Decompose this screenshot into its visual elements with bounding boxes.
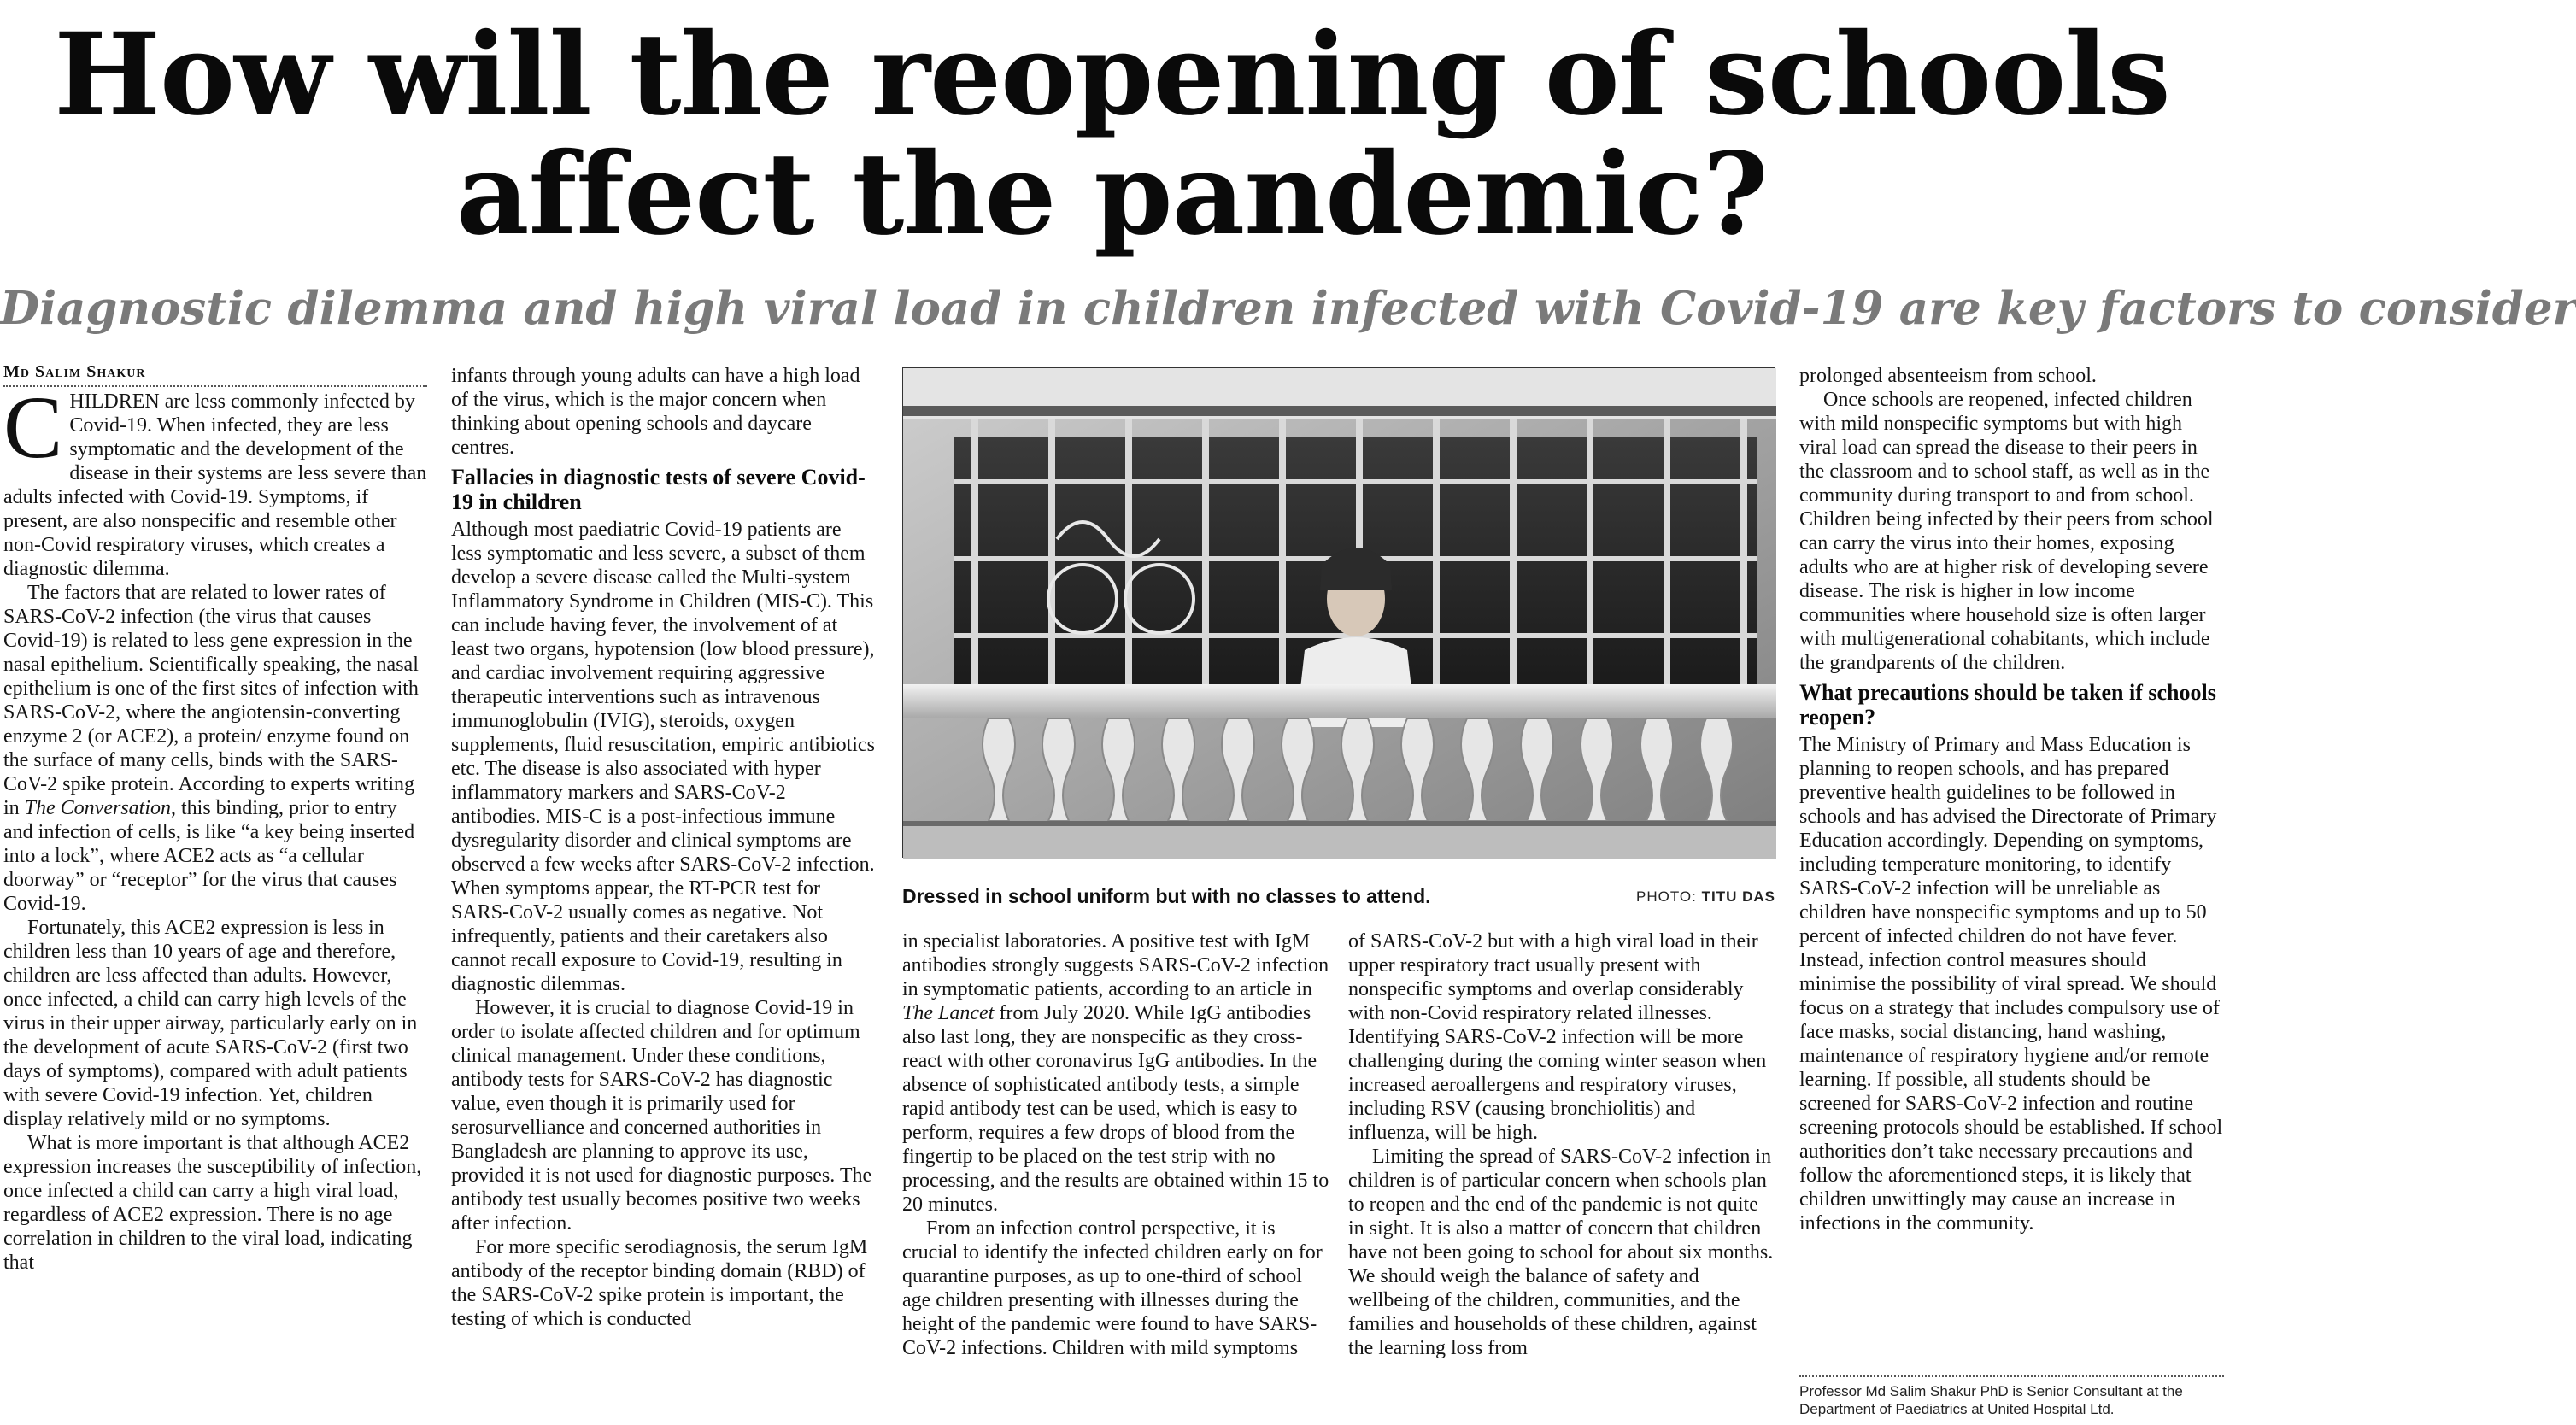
paragraph: infants through young adults can have a high load of the virus, which is the major concern when thinking about opening schools and daycare centres. xyxy=(451,365,860,459)
paragraph: From an infection control perspective, it is crucial to identify the infected children early on for quarantine purposes, as up to one-third of school age children presenting with illnesses during the height of the pandemic were found to have SARS-CoV-2 infections. Children with mild symptoms xyxy=(902,1217,1323,1359)
paragraph: Although most paediatric Covid-19 patients are less symptomatic and less severe, a subset of them develop a severe disease called the Multi-system Inflammatory Syndrome in Children (MIS-C). This can include having fever, the involvement of at least two organs, hypotension (low blood pressure), and cardiac involvement requiring aggressive therapeutic interventions such as intravenous immunoglobulin (IVIG), steroids, oxygen supplements, fluid resuscitation, empiric antibiotics etc. The disease is also associated with hyper inflammatory markers and SARS-CoV-2 antibodies. MIS-C is a post-infectious immune dysregularity disorder and clinical symptoms are observed a few weeks after SARS-CoV-2 infection. When symptoms appear, the RT-PCR test for SARS-CoV-2 usually comes as negative. Not infrequently, patients and their caretakers also cannot recall exposure to Covid-19, resulting in diagnostic dilemmas. xyxy=(451,519,875,995)
paragraph-text: The factors that are related to lower rates of SARS-CoV-2 infection (the virus that causes Covid-19) is related to less gene expression in the nasal epithelium. Scientifically speaking, the nasal epithelium is one of the first sites of infection with SARS-CoV-2, where the angiotensin-converting enzyme 2 (or ACE2), a protein/ enzyme found on the surface of many cells, binds with the SARS-CoV-2 spike protein. According to experts writing in xyxy=(3,582,419,819)
lead-paragraph xyxy=(3,378,427,581)
paragraph: Limiting the spread of SARS-CoV-2 infection in children is of particular concern when schools plan to reopen and the end of the pandemic is not quite in sight. It is also a matter of concern that children have not been going to school for about six months. We should weigh the balance of safety and wellbeing of the children, communities, and the families and households of these children, against the learning loss from xyxy=(1348,1146,1774,1359)
article-column-1 xyxy=(3,378,427,1275)
paragraph: However, it is crucial to diagnose Covid-19 in order to isolate affected children and for optimum clinical management. Under these conditions, antibody tests for SARS-CoV-2 has diagnostic value, even though it is primarily used for serosurvelliance and concerned authorities in Bangladesh are planning to approve its use, provided it is not used for diagnostic purposes. The antibody test usually becomes positive two weeks after infection. xyxy=(451,997,872,1234)
lead-paragraph-text: HILDREN are less commonly infected by Covid-19. When infected, they are less symptomatic and the development of the disease in their systems are less severe than adults infected with Covid-19. Symptoms, if present, are also nonspecific and resemble other non-Covid respiratory viruses, which creates a diagnostic dilemma. xyxy=(3,390,427,580)
photo-credit-name: TITU DAS xyxy=(1701,888,1775,905)
paragraph: of SARS-CoV-2 but with a high viral load in their upper respiratory tract usually present with nonspecific symptoms and overlap considerably with non-Covid respiratory related illnesses. Identifying SARS-CoV-2 infection will be more challenging during the coming winter season when increased aeroallergens and respiratory viruses, including RSV (causing bronchiolitis) and influenza, will be high. xyxy=(1348,930,1767,1144)
subheadline: Diagnostic dilemma and high viral load in children infected with Covid-19 are key factors to consider xyxy=(0,282,2576,335)
article-column-3 xyxy=(902,929,1329,1360)
byline: Md Salim Shakur xyxy=(3,362,427,387)
paragraph: What is more important is that although ACE2 expression increases the susceptibility of infection, once infected a child can carry a high viral load, regardless of ACE2 expression. There is no age correlation in children to the viral load, indicating that xyxy=(3,1132,422,1274)
drop-cap: C xyxy=(3,378,63,477)
paragraph xyxy=(3,581,427,916)
paragraph: prolonged absenteeism from school. xyxy=(1799,365,2097,387)
paragraph xyxy=(902,929,1329,1217)
publication-name: The Conversation xyxy=(24,797,171,819)
paragraph: The Ministry of Primary and Mass Education is planning to reopen schools, and has prepared preventive health guidelines to be followed in schools and has advised the Directorate of Primary Education accordingly. Depending on symptoms, including temperature monitoring, to identify SARS-CoV-2 infection will be unreliable as children have nonspecific symptoms and up to 50 percent of infected children do not have fever. Instead, infection control measures should minimise the possibility of viral spread. We should focus on a strategy that includes compulsory use of face masks, social distancing, hand washing, maintenance of respiratory hygiene and/or remote learning. If possible, all students should be screened for SARS-CoV-2 infection and routine screening protocols should be established. If school authorities don’t take necessary precautions and follow the aforementioned steps, it is likely that children unwittingly may cause an increase in infections in the community. xyxy=(1799,734,2223,1234)
paragraph: Once schools are reopened, infected children with mild nonspecific symptoms but with high viral load can spread the disease to their peers in the classroom and to school staff, as well as in the community during transport to and from school. Children being infected by their peers from school can carry the virus into their homes, exposing adults who are at higher risk of developing severe disease. The risk is higher in low income communities where household size is often larger with multigenerational cohabitants, which include the grandparents of the children. xyxy=(1799,389,2214,674)
article-column-2 xyxy=(451,364,877,1331)
photo-credit xyxy=(1606,888,1775,906)
paragraph-text: from July 2020. While IgG antibodies also last long, they are nonspecific as they cross-react with other coronavirus IgG antibodies. In the absence of sophisticated antibody tests, a simple rapid antibody test can be used, which is easy to perform, requires a few drops of blood from the fingertip to be placed on the test strip with no processing, and the results are obtained within 15 to 20 minutes. xyxy=(902,1002,1329,1216)
article-column-5 xyxy=(1799,364,2224,1235)
section-heading: Fallacies in diagnostic tests of severe Covid-19 in children xyxy=(451,465,866,514)
paragraph-text: , this binding, prior to entry and infection of cells, is like “a key being inserted into a lock”, where ACE2 acts as “a cellular doorway” or “receptor” for the virus that causes Covid-19. xyxy=(3,797,415,915)
paragraph: Fortunately, this ACE2 expression is less in children less than 10 years of age and therefore, children are less affected than adults. However, once infected, a child can carry high levels of the virus in their upper airway, particularly early on in the development of acute SARS-CoV-2 (first two days of symptoms), compared with adult patients with severe Covid-19 infection. Yet, children display relatively mild or no symptoms. xyxy=(3,917,418,1130)
article-column-4 xyxy=(1348,929,1775,1360)
paragraph-text: in specialist laboratories. A positive test with IgM antibodies strongly suggests SARS-CoV-2 infection in symptomatic patients, according to an article in xyxy=(902,930,1329,1000)
section-heading: What precautions should be taken if schools reopen? xyxy=(1799,680,2216,730)
photo-credit-label: PHOTO: xyxy=(1636,888,1697,905)
publication-name: The Lancet xyxy=(902,1002,995,1024)
balcony-photo-illustration xyxy=(903,368,1776,859)
author-bio: Professor Md Salim Shakur PhD is Senior Consultant at the Department of Paediatrics at United Hospital Ltd. xyxy=(1799,1375,2224,1418)
article-photo xyxy=(902,367,1775,858)
paragraph: For more specific serodiagnosis, the serum IgM antibody of the receptor binding domain (RBD) of the SARS-CoV-2 spike protein is important, the testing of which is conducted xyxy=(451,1236,868,1330)
photo-caption: Dressed in school uniform but with no classes to attend. xyxy=(902,885,1431,907)
headline: How will the reopening of schools affect the pandemic? xyxy=(54,9,2170,261)
